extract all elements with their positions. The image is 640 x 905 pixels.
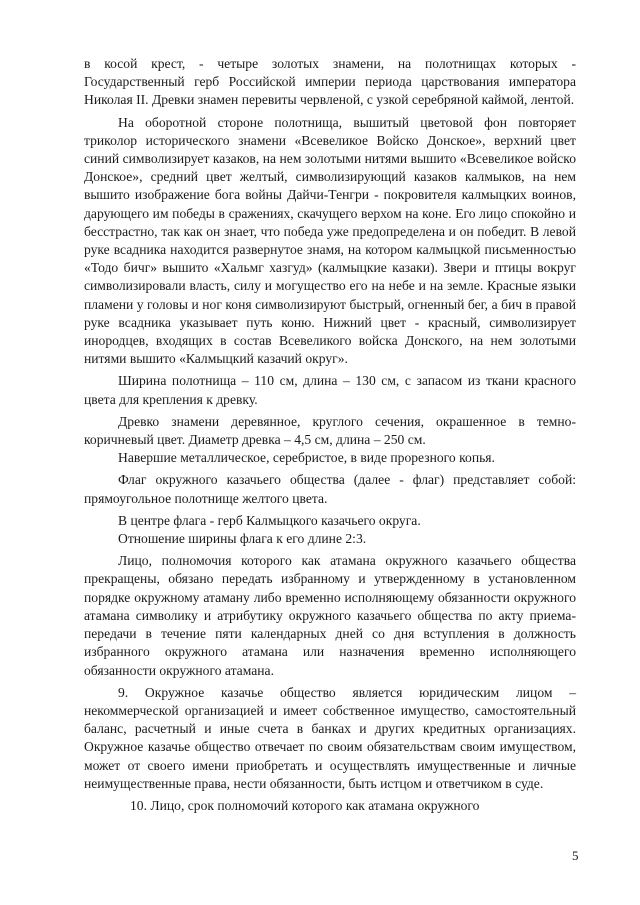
paragraph: Древко знамени деревянное, круглого сечения, окрашенное в темно-коричневый цвет. Диаметр древка – 4,5 см, длина – 250 см. — [84, 413, 576, 448]
paragraph: Навершие металлическое, серебристое, в виде прорезного копья. — [118, 450, 495, 466]
paragraph: Флаг окружного казачьего общества (далее - флаг) представляет собой: прямоугольное полотнище желтого цвета. — [84, 472, 576, 506]
page-number: 5 — [572, 848, 579, 863]
paragraph: в косой крест, - четыре золотых знамени, на полотнищах которых - Государственный герб Российской империи периода царствования императора Николая II. Древки знамен перевиты червленой, с узкой серебряной каймой, лентой. — [84, 56, 576, 108]
paragraph: Отношение ширины флага к его длине 2:3. — [118, 531, 367, 547]
paragraph-section-10: 10. Лицо, срок полномочий которого как атамана окружного — [130, 797, 480, 813]
paragraph: Ширина полотнища – 110 см, длина – 130 см, с запасом из ткани красного цвета для крепления к древку. — [84, 373, 576, 407]
document-body — [84, 55, 576, 815]
paragraph: Лицо, полномочия которого как атамана окружного казачьего общества прекращены, обязано передать избранному и утвержденному в установленном порядке окружному атаману либо временно исполняющему обязанности окружного атамана символику и атрибутику окружного казачьего общества по акту приема-передачи в течение пяти календарных дней со дня вступления в должность избранного окружного атамана или назначения временно исполняющего обязанности окружного атамана. — [84, 553, 576, 678]
paragraph-section-9: 9. Окружное казачье общество является юридическим лицом – некоммерческой организацией и имеет собственное имущество, самостоятельный баланс, расчетный и иные счета в банках и других кредитных организациях. Окружное казачье общество отвечает по своим обязательствам своим имуществом, может от своего имени приобретать и осуществлять имущественные и личные неимущественные права, нести обязанности, быть истцом и ответчиком в суде. — [84, 684, 576, 791]
paragraph: На оборотной стороне полотнища, вышитый цветовой фон повторяет триколор исторического знамени «Всевеликое Войско Донское», верхний цвет синий символизирует казаков, на нем золотыми нитями вышито «Всевеликое войско Донское», средний цвет желтый, символизирующий казаков калмыков, на нем вышито изображение бога войны Дайчи-Тенгри - покровителя калмыцких воинов, дарующего им победы в сражениях, скачущего верхом на коне. Его лицо спокойно и бесстрастно, так как он знает, что победа уже предопределена и он победит. В левой руке всадника находится развернутое знамя, на котором калмыцкой письменностью «Тодо бичг» вышито «Хальмг хазгуд» (калмыцкие казаки). Звери и птицы вокруг символизировали власть, силу и могущество его на небе и на земле. Красные языки пламени у головы и ног коня символизируют быстрый, огненный бег, а бич в правой руке всадника указывает путь коню. Нижний цвет - красный, символизирует инородцев, входящих в состав Всевеликого войска Донского, на нем золотыми нитями вышито «Калмыцкий казачий округ». — [84, 114, 576, 367]
paragraph: В центре флага - герб Калмыцкого казачьего округа. — [118, 512, 421, 528]
